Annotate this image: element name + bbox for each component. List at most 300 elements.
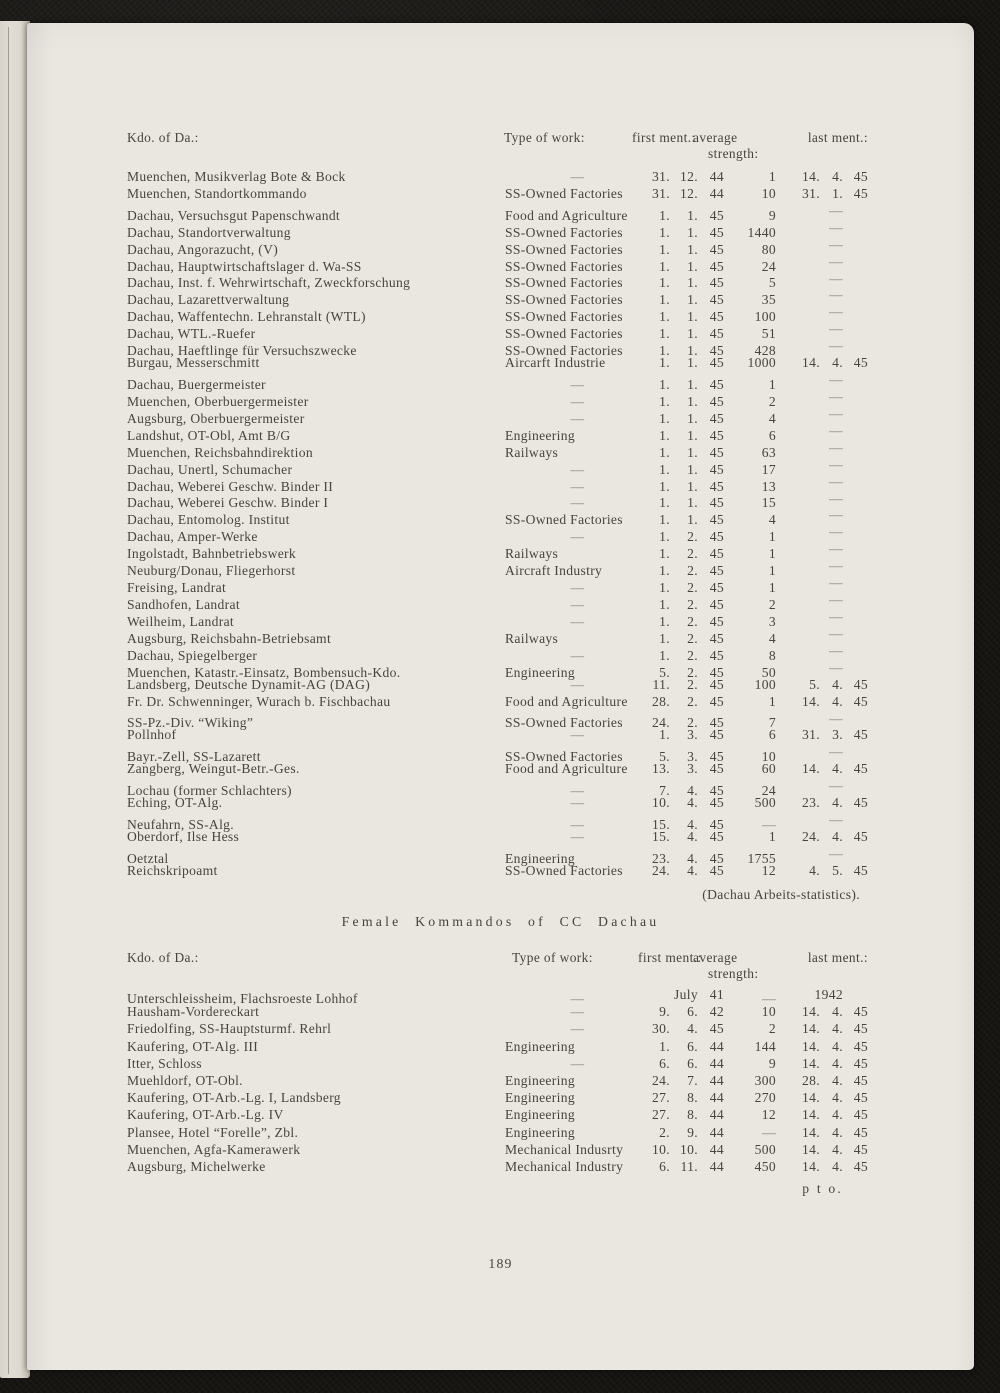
- average-strength: 450: [754, 1158, 776, 1174]
- date-year: 45: [853, 828, 868, 844]
- kommando-name: Burgau, Messerschmitt: [127, 355, 260, 371]
- date-month: 4.: [832, 1158, 843, 1174]
- date-day: [776, 846, 820, 863]
- kommando-name: Ingolstadt, Bahnbetriebswerk: [127, 546, 297, 562]
- date-year: 44: [709, 1072, 724, 1088]
- date-month: 1.: [687, 461, 698, 477]
- date-month: —: [829, 321, 843, 337]
- date-day: 14.: [802, 1141, 820, 1157]
- col-header-kdo: Kdo. of Da.:: [127, 950, 199, 965]
- date-year: 45: [709, 427, 724, 443]
- date-day: [776, 254, 820, 271]
- date-year: [847, 203, 868, 220]
- date-year: [847, 507, 868, 524]
- date-year: 45: [709, 816, 724, 832]
- date-month: —: [829, 812, 843, 828]
- date-month: 6.: [687, 1038, 698, 1054]
- type-of-work: —: [570, 495, 585, 511]
- strength-label: strength:: [708, 145, 759, 161]
- type-of-work: SS-Owned Factories: [505, 715, 623, 731]
- average-strength: 1: [768, 529, 776, 545]
- date-day: [776, 321, 820, 338]
- average-strength: 12: [761, 1107, 776, 1123]
- average-strength: 51: [761, 326, 776, 342]
- date-year: [847, 711, 868, 728]
- first-mention-date: [650, 428, 724, 445]
- date-day: 14.: [802, 761, 820, 777]
- date-year: 41: [709, 987, 724, 1002]
- average-strength: 4: [768, 410, 776, 426]
- table-row: [27, 1158, 974, 1175]
- average-strength: 63: [761, 444, 776, 460]
- average-strength: 35: [761, 292, 776, 308]
- kommando-name: Dachau, Haeftlinge für Versuchszwecke: [127, 343, 357, 359]
- date-month: 2.: [687, 664, 698, 680]
- date-day: 1.: [659, 613, 670, 629]
- type-of-work: Railways: [505, 444, 559, 460]
- date-day: 7.: [659, 783, 670, 799]
- date-day: 2.: [659, 1124, 670, 1140]
- kommando-name: Pollnhof: [127, 727, 177, 743]
- average-strength: 5: [768, 275, 776, 291]
- average-strength: —: [762, 991, 776, 1007]
- average-strength: 144: [754, 1038, 776, 1054]
- date-day: 14.: [802, 1055, 820, 1071]
- strength-label: strength:: [708, 965, 759, 981]
- date-month: —: [829, 558, 843, 574]
- type-of-work: Railways: [505, 630, 559, 646]
- average-strength: 60: [761, 761, 776, 777]
- date-year: 44: [709, 1158, 724, 1174]
- average-strength: 50: [761, 664, 776, 680]
- date-day: 11.: [652, 676, 670, 692]
- average-strength: 9: [768, 207, 776, 223]
- date-year: [847, 423, 868, 440]
- date-month: 7.: [687, 1072, 698, 1088]
- type-of-work: SS-Owned Factories: [505, 343, 623, 359]
- last-mention-date: [776, 524, 868, 541]
- last-mention-date: [776, 711, 868, 728]
- date-year: 45: [709, 630, 724, 646]
- date-year: 44: [709, 1107, 724, 1123]
- average-strength: 428: [754, 343, 776, 359]
- kommando-name: Augsburg, Oberbuergermeister: [127, 410, 305, 426]
- date-day: [776, 524, 820, 541]
- date-month: 4.: [687, 795, 698, 811]
- date-year: 45: [853, 1141, 868, 1157]
- date-day: 1.: [659, 224, 670, 240]
- date-day: 24.: [652, 715, 670, 731]
- average-strength: 270: [754, 1090, 776, 1106]
- last-mention-date: [776, 338, 868, 355]
- date-day: 14.: [802, 355, 820, 371]
- kommando-name: Dachau, Standortverwaltung: [127, 224, 291, 240]
- date-day: 1.: [659, 478, 670, 494]
- first-mention-date: [650, 495, 724, 512]
- female-kommando-table: [27, 986, 974, 1175]
- date-year: 45: [709, 529, 724, 545]
- date-month: 4.: [832, 1021, 843, 1037]
- date-year: [847, 474, 868, 491]
- date-day: 6.: [659, 1055, 670, 1071]
- date-day: [776, 389, 820, 406]
- date-month: 4.: [687, 1021, 698, 1037]
- date-month: —: [829, 524, 843, 540]
- date-month: 1.: [687, 326, 698, 342]
- last-mention-date: [776, 558, 868, 575]
- type-of-work: —: [570, 828, 585, 844]
- first-mention-date: [650, 512, 724, 529]
- date-day: [776, 237, 820, 254]
- date-year: 45: [853, 1055, 868, 1071]
- date-month: 9.: [687, 1124, 698, 1140]
- first-mention-date: [650, 411, 724, 428]
- type-of-work: —: [570, 676, 585, 692]
- date-month: —: [829, 744, 843, 760]
- table-row: [27, 845, 974, 866]
- average-strength: 1: [768, 169, 776, 184]
- date-year: 45: [709, 224, 724, 240]
- table-row: [27, 812, 974, 832]
- date-day: 24.: [802, 828, 820, 844]
- type-of-work: —: [570, 377, 585, 392]
- type-of-work: —: [570, 1055, 585, 1071]
- date-year: 44: [709, 1124, 724, 1140]
- date-day: 1.: [659, 461, 670, 477]
- kommando-name: Dachau, Inst. f. Wehrwirtschaft, Zweckforschung: [127, 275, 411, 291]
- date-year: 45: [853, 676, 868, 692]
- kommando-name: Neufahrn, SS-Alg.: [127, 816, 235, 832]
- date-month: 4.: [832, 1004, 843, 1020]
- first-mention-date: [650, 795, 724, 812]
- average-strength: 12: [761, 862, 776, 878]
- date-year: 45: [709, 546, 724, 562]
- date-day: [776, 338, 820, 355]
- col-header-type-of-work: Type of work:: [512, 950, 593, 965]
- last-mention-date: [776, 795, 868, 812]
- main-kommando-table: [27, 169, 974, 880]
- date-month: 6.: [687, 1004, 698, 1020]
- last-mention-date: [776, 304, 868, 321]
- kommando-name: Oetztal: [127, 850, 169, 866]
- date-day: 23.: [652, 850, 670, 866]
- date-month: —: [829, 575, 843, 591]
- date-year: 45: [853, 1004, 868, 1020]
- last-mention-date: [776, 287, 868, 304]
- date-day: 1.: [659, 343, 670, 359]
- date-year: 45: [709, 563, 724, 579]
- date-month: 2.: [687, 613, 698, 629]
- date-month: —: [829, 608, 843, 624]
- kommando-name: Kaufering, OT-Arb.-Lg. I, Landsberg: [127, 1090, 341, 1106]
- date-year: 45: [709, 715, 724, 731]
- date-month: 1.: [687, 377, 698, 392]
- date-month: —: [829, 710, 843, 726]
- kommando-name: Muenchen, Oberbuergermeister: [127, 393, 309, 409]
- date-year: [847, 660, 868, 677]
- date-day: 5.: [809, 676, 820, 692]
- date-year: [847, 592, 868, 609]
- date-year: 45: [709, 326, 724, 342]
- last-mention-date: [776, 643, 868, 660]
- first-mention-date: [650, 186, 724, 203]
- kommando-name: Fr. Dr. Schwenninger, Wurach b. Fischbachau: [127, 693, 391, 709]
- date-month: 3.: [832, 727, 843, 743]
- kommando-name: Freising, Landrat: [127, 580, 227, 596]
- date-month: —: [829, 270, 843, 286]
- table-header-main: [27, 130, 974, 161]
- date-month: 4.: [687, 850, 698, 866]
- date-year: [847, 744, 868, 761]
- date-day: 1.: [659, 427, 670, 443]
- type-of-work: SS-Owned Factories: [505, 309, 623, 325]
- average-strength: 1: [768, 580, 776, 596]
- date-month: —: [829, 473, 843, 489]
- kommando-name: Dachau, Hauptwirtschaftslager d. Wa-SS: [127, 258, 362, 274]
- average-strength: 1: [768, 546, 776, 562]
- last-mention-date: [776, 457, 868, 474]
- kommando-name: Dachau, Amper-Werke: [127, 529, 258, 545]
- col-header-kdo: Kdo. of Da.:: [127, 130, 199, 145]
- table-row: [27, 1089, 974, 1106]
- type-of-work: —: [570, 169, 585, 184]
- average-strength: 8: [768, 647, 776, 663]
- date-day: 31.: [802, 185, 820, 201]
- date-month: 1.: [687, 224, 698, 240]
- type-of-work: —: [570, 410, 585, 426]
- kommando-name: Dachau, Buergermeister: [127, 377, 266, 392]
- kommando-name: Muenchen, Katastr.-Einsatz, Bombensuch-Kdo.: [127, 664, 401, 680]
- date-day: 1.: [659, 309, 670, 325]
- last-mention-date: [776, 626, 868, 643]
- first-mention-date: [650, 355, 724, 372]
- table-row: [27, 1141, 974, 1158]
- date-year: [847, 778, 868, 795]
- average-strength: 1440: [747, 224, 776, 240]
- book-page: [27, 23, 974, 1370]
- date-day: [776, 491, 820, 508]
- first-mention-date: [650, 863, 724, 880]
- last-mention-date: [776, 423, 868, 440]
- pto-note: p t o.: [802, 1181, 843, 1196]
- date-month: 1942: [814, 987, 843, 1002]
- type-of-work: Food and Agriculture: [505, 693, 628, 709]
- date-day: 1.: [659, 258, 670, 274]
- first-mention-date: [650, 479, 724, 496]
- first-mention-date: [650, 462, 724, 479]
- date-year: 45: [709, 862, 724, 878]
- date-day: [776, 507, 820, 524]
- date-day: 1.: [659, 647, 670, 663]
- date-year: [847, 986, 868, 1003]
- table-row: [27, 677, 974, 694]
- col-header-last-ment: last ment.:: [807, 130, 868, 145]
- date-month: 4.: [832, 1055, 843, 1071]
- average-strength: 7: [768, 715, 776, 731]
- date-month: 1.: [687, 258, 698, 274]
- kommando-name: Dachau, Entomolog. Institut: [127, 512, 290, 528]
- first-mention-date: [650, 259, 724, 276]
- col-header-first-ment: first ment.:: [632, 130, 696, 145]
- date-year: 45: [709, 795, 724, 811]
- date-year: [847, 254, 868, 271]
- date-month: July: [674, 987, 698, 1002]
- average-strength: 4: [768, 630, 776, 646]
- table-row: [27, 744, 974, 765]
- date-day: 14.: [802, 1124, 820, 1140]
- date-month: 2.: [687, 693, 698, 709]
- average-strength: 2: [768, 1021, 776, 1037]
- col-header-first-ment: first ment.:: [638, 950, 702, 965]
- date-day: 1.: [659, 1038, 670, 1054]
- first-mention-date: [650, 529, 724, 546]
- date-day: 1.: [659, 393, 670, 409]
- date-day: 27.: [652, 1090, 670, 1106]
- average-strength: 24: [761, 258, 776, 274]
- date-day: 14.: [802, 1004, 820, 1020]
- date-day: 6.: [659, 1158, 670, 1174]
- date-day: 27.: [652, 1107, 670, 1123]
- date-year: 45: [709, 461, 724, 477]
- date-year: 45: [709, 292, 724, 308]
- last-mention-date: [776, 1055, 868, 1072]
- date-year: 44: [709, 1141, 724, 1157]
- last-mention-date: [776, 254, 868, 271]
- date-day: 1.: [659, 495, 670, 511]
- date-year: 45: [709, 613, 724, 629]
- date-year: 45: [709, 444, 724, 460]
- date-year: 44: [709, 1055, 724, 1071]
- date-month: 4.: [832, 1090, 843, 1106]
- date-day: [776, 203, 820, 220]
- type-of-work: Aircraft Industry: [505, 563, 603, 579]
- date-year: [847, 609, 868, 626]
- kommando-name: Muehldorf, OT-Obl.: [127, 1072, 243, 1088]
- date-month: 1.: [687, 292, 698, 308]
- kommando-name: Hausham-Vordereckart: [127, 1004, 260, 1020]
- type-of-work: —: [570, 816, 585, 832]
- last-mention-date: [776, 778, 868, 795]
- date-year: 45: [709, 693, 724, 709]
- type-of-work: —: [570, 647, 585, 663]
- date-year: 44: [709, 185, 724, 201]
- date-year: 45: [853, 169, 868, 184]
- date-day: [776, 287, 820, 304]
- table-row: [27, 863, 974, 880]
- date-year: 45: [709, 512, 724, 528]
- last-mention-date: [776, 271, 868, 288]
- type-of-work: —: [570, 529, 585, 545]
- date-day: 13.: [652, 761, 670, 777]
- date-year: 45: [709, 478, 724, 494]
- type-of-work: SS-Owned Factories: [505, 224, 623, 240]
- date-month: —: [829, 456, 843, 472]
- date-year: [847, 575, 868, 592]
- stats-note: (Dachau Arbeits-statistics).: [702, 887, 860, 902]
- date-year: [847, 846, 868, 863]
- date-month: 4.: [832, 676, 843, 692]
- date-month: —: [829, 202, 843, 218]
- date-day: [776, 474, 820, 491]
- date-year: 45: [709, 1021, 724, 1037]
- date-month: 1.: [832, 185, 843, 201]
- last-mention-date: [776, 829, 868, 846]
- first-mention-date: [650, 546, 724, 563]
- date-year: [847, 643, 868, 660]
- date-day: 1.: [659, 512, 670, 528]
- date-month: —: [829, 439, 843, 455]
- date-year: 45: [853, 693, 868, 709]
- type-of-work: Mechanical Industry: [505, 1158, 624, 1174]
- first-mention-date: [650, 1141, 724, 1158]
- last-mention-date: [776, 203, 868, 220]
- date-year: 45: [853, 795, 868, 811]
- average-strength: 1000: [747, 355, 776, 371]
- date-year: 45: [709, 410, 724, 426]
- date-year: 45: [853, 1038, 868, 1054]
- kommando-name: Eching, OT-Alg.: [127, 795, 223, 811]
- date-day: 1.: [659, 207, 670, 223]
- last-mention-date: [776, 491, 868, 508]
- date-year: 45: [709, 727, 724, 743]
- date-day: 5.: [659, 749, 670, 765]
- average-strength: 10: [761, 1004, 776, 1020]
- date-day: 14.: [802, 1158, 820, 1174]
- date-year: 45: [853, 1021, 868, 1037]
- first-mention-date: [650, 1106, 724, 1123]
- kommando-name: Itter, Schloss: [127, 1055, 202, 1071]
- kommando-name: Unterschleissheim, Flachsroeste Lohhof: [127, 991, 358, 1007]
- last-mention-date: [776, 812, 868, 829]
- last-mention-date: [776, 1141, 868, 1158]
- type-of-work: SS-Owned Factories: [505, 241, 623, 257]
- kommando-name: Muenchen, Musikverlag Bote & Bock: [127, 169, 346, 184]
- date-month: 3.: [687, 761, 698, 777]
- last-mention-date: [776, 507, 868, 524]
- first-mention-date: [650, 986, 724, 1003]
- date-day: 5.: [659, 664, 670, 680]
- date-day: [776, 643, 820, 660]
- date-day: [776, 778, 820, 795]
- first-mention-date: [650, 829, 724, 846]
- table-row: [27, 1124, 974, 1141]
- date-day: [776, 609, 820, 626]
- type-of-work: —: [570, 580, 585, 596]
- last-mention-date: [776, 237, 868, 254]
- date-year: 45: [709, 258, 724, 274]
- date-month: 2.: [687, 580, 698, 596]
- first-mention-date: [650, 614, 724, 631]
- last-mention-date: [776, 321, 868, 338]
- average-strength: —: [762, 816, 776, 832]
- date-year: 45: [709, 749, 724, 765]
- date-month: 1.: [687, 410, 698, 426]
- type-of-work: Mechanical Indusrty: [505, 1141, 624, 1157]
- type-of-work: Engineering: [505, 664, 575, 680]
- date-month: 4.: [687, 783, 698, 799]
- date-day: 1.: [659, 630, 670, 646]
- kommando-name: Augsburg, Reichsbahn-Betriebsamt: [127, 630, 332, 646]
- average-strength: 100: [754, 309, 776, 325]
- average-strength: 300: [754, 1072, 776, 1088]
- date-day: 1.: [659, 529, 670, 545]
- date-month: 4.: [832, 761, 843, 777]
- date-year: [847, 812, 868, 829]
- type-of-work: —: [570, 783, 585, 799]
- date-day: [776, 744, 820, 761]
- date-month: 1.: [687, 207, 698, 223]
- type-of-work: —: [570, 478, 585, 494]
